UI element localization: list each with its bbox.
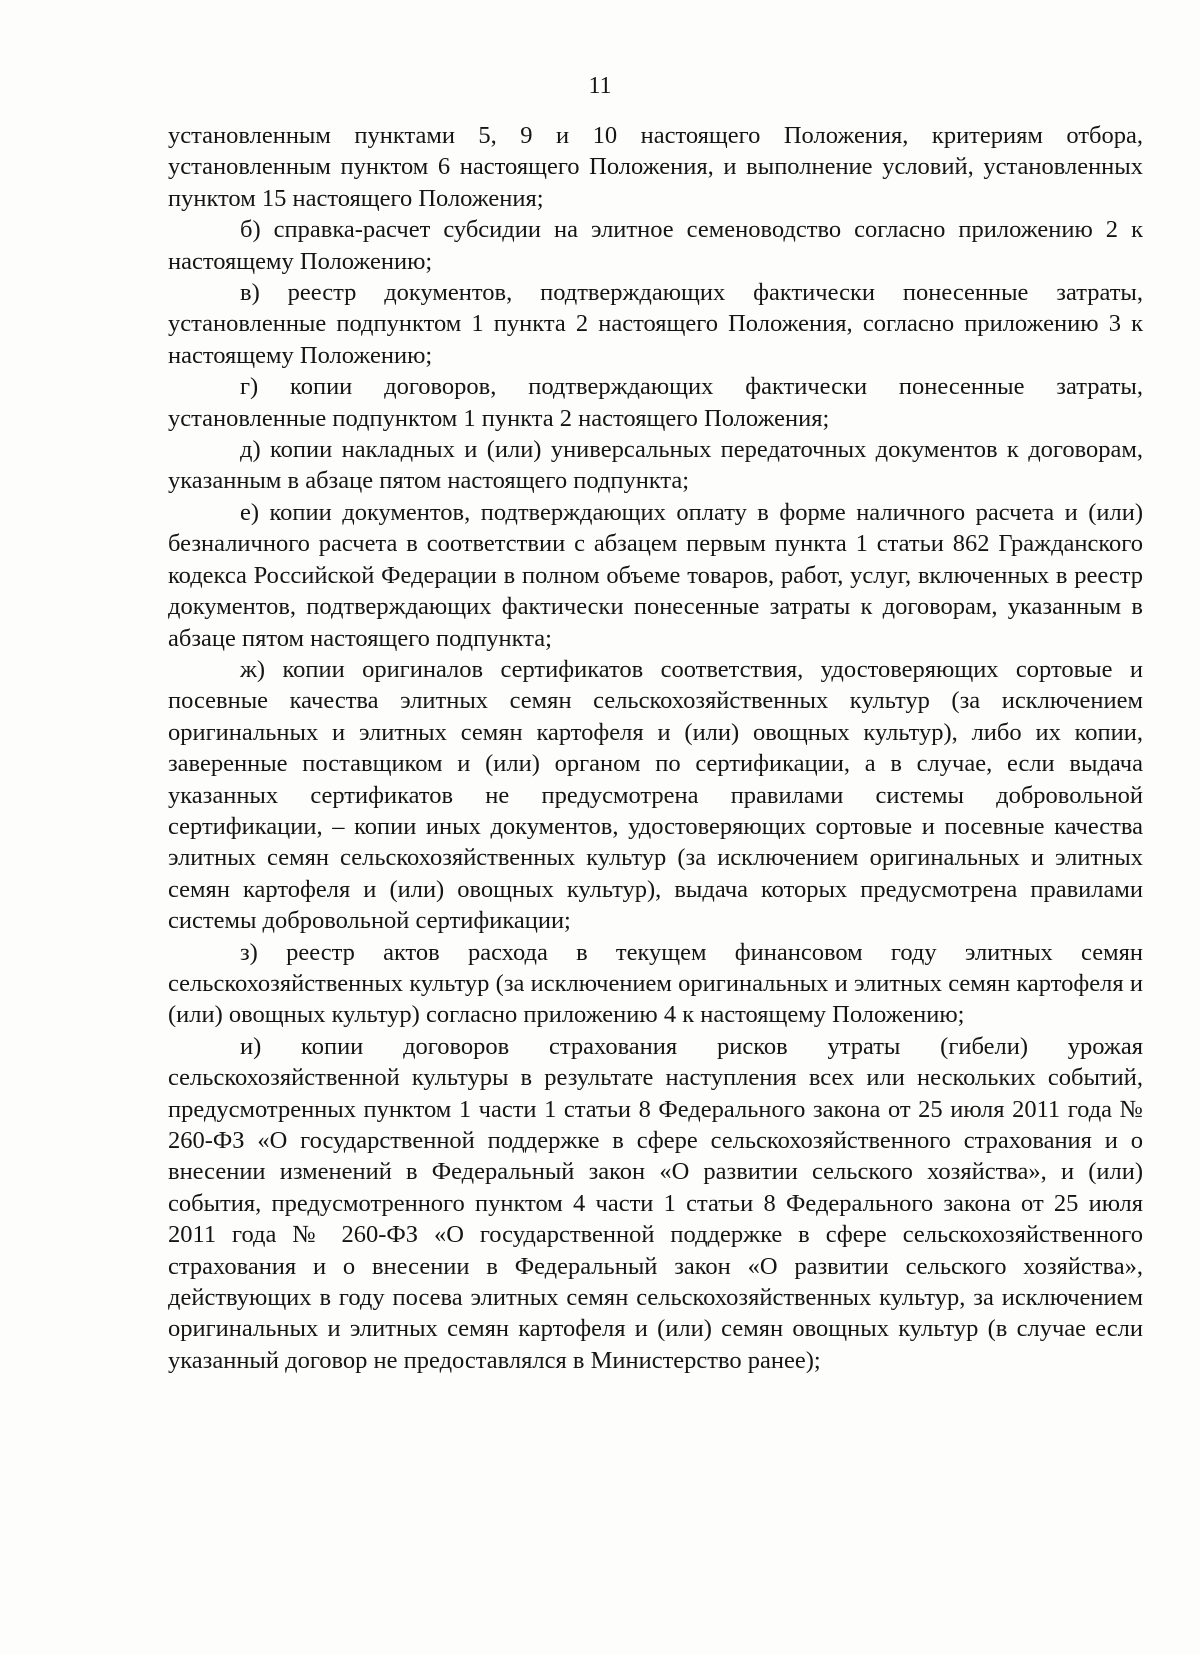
page-number: 11 bbox=[588, 73, 612, 99]
document-body bbox=[168, 120, 1143, 1376]
paragraph-item-d: д) копии накладных и (или) универсальных передаточных документов к договорам, указанным в абзаце пятом настоящего подпункта; bbox=[168, 436, 1143, 495]
paragraph-item-zh: ж) копии оригиналов сертификатов соответствия, удостоверяющих сортовые и посевные качества элитных семян сельскохозяйственных культур (за исключением оригинальных и элитных семян картофеля и (или) овощных культур), либо их копии, заверенные поставщиком и (или) органом по сертификации, а в случае, если выдача указанных сертификатов не предусмотрена правилами системы добровольной сертификации, – копии иных документов, удостоверяющих сортовые и посевные качества элитных семян сельскохозяйственных культур (за исключением оригинальных и элитных семян картофеля и (или) овощных культур), выдача которых предусмотрена правилами системы добровольной сертификации; bbox=[168, 655, 1143, 935]
paragraph-continuation: установленным пунктами 5, 9 и 10 настоящего Положения, критериям отбора, установленным пунктом 6 настоящего Положения, и выполнение условий, установленных пунктом 15 настоящего Положения; bbox=[168, 122, 1143, 212]
paragraph-item-g: г) копии договоров, подтверждающих фактически понесенные затраты, установленные подпунктом 1 пункта 2 настоящего Положения; bbox=[168, 373, 1143, 432]
paragraph-item-z: з) реестр актов расхода в текущем финансовом году элитных семян сельскохозяйственных культур (за исключением оригинальных и элитных семян картофеля и (или) овощных культур) согласно приложению 4 к настоящему Положению; bbox=[168, 938, 1143, 1029]
paragraph-item-b: б) справка-расчет субсидии на элитное семеноводство согласно приложению 2 к настоящему Положению; bbox=[168, 216, 1143, 275]
paragraph-item-i: и) копии договоров страхования рисков утраты (гибели) урожая сельскохозяйственной культуры в результате наступления всех или нескольких событий, предусмотренных пунктом 1 части 1 статьи 8 Федерального закона от 25 июля 2011 года № 260-ФЗ «О государственной поддержке в сфере сельскохозяйственного страхования и о внесении изменений в Федеральный закон «О развитии сельского хозяйства», и (или) события, предусмотренного пунктом 4 части 1 статьи 8 Федерального закона от 25 июля 2011 года № 260-ФЗ «О государственной поддержке в сфере сельскохозяйственного страхования и о внесении в Федеральный закон «О развитии сельского хозяйства», действующих в году посева элитных семян сельскохозяйственных культур, за исключением оригинальных и элитных семян картофеля и (или) семян овощных культур (в случае если указанный договор не предоставлялся в Министерство ранее); bbox=[168, 1032, 1143, 1374]
paragraph-item-v: в) реестр документов, подтверждающих фактически понесенные затраты, установленные подпунктом 1 пункта 2 настоящего Положения, согласно приложению 3 к настоящему Положению; bbox=[168, 279, 1143, 369]
paragraph-item-e: е) копии документов, подтверждающих оплату в форме наличного расчета и (или) безналичного расчета в соответствии с абзацем первым пункта 1 статьи 862 Гражданского кодекса Российской Федерации в полном объеме товаров, работ, услуг, включенных в реестр документов, подтверждающих фактически понесенные затраты к договорам, указанным в абзаце пятом настоящего подпункта; bbox=[168, 498, 1143, 652]
